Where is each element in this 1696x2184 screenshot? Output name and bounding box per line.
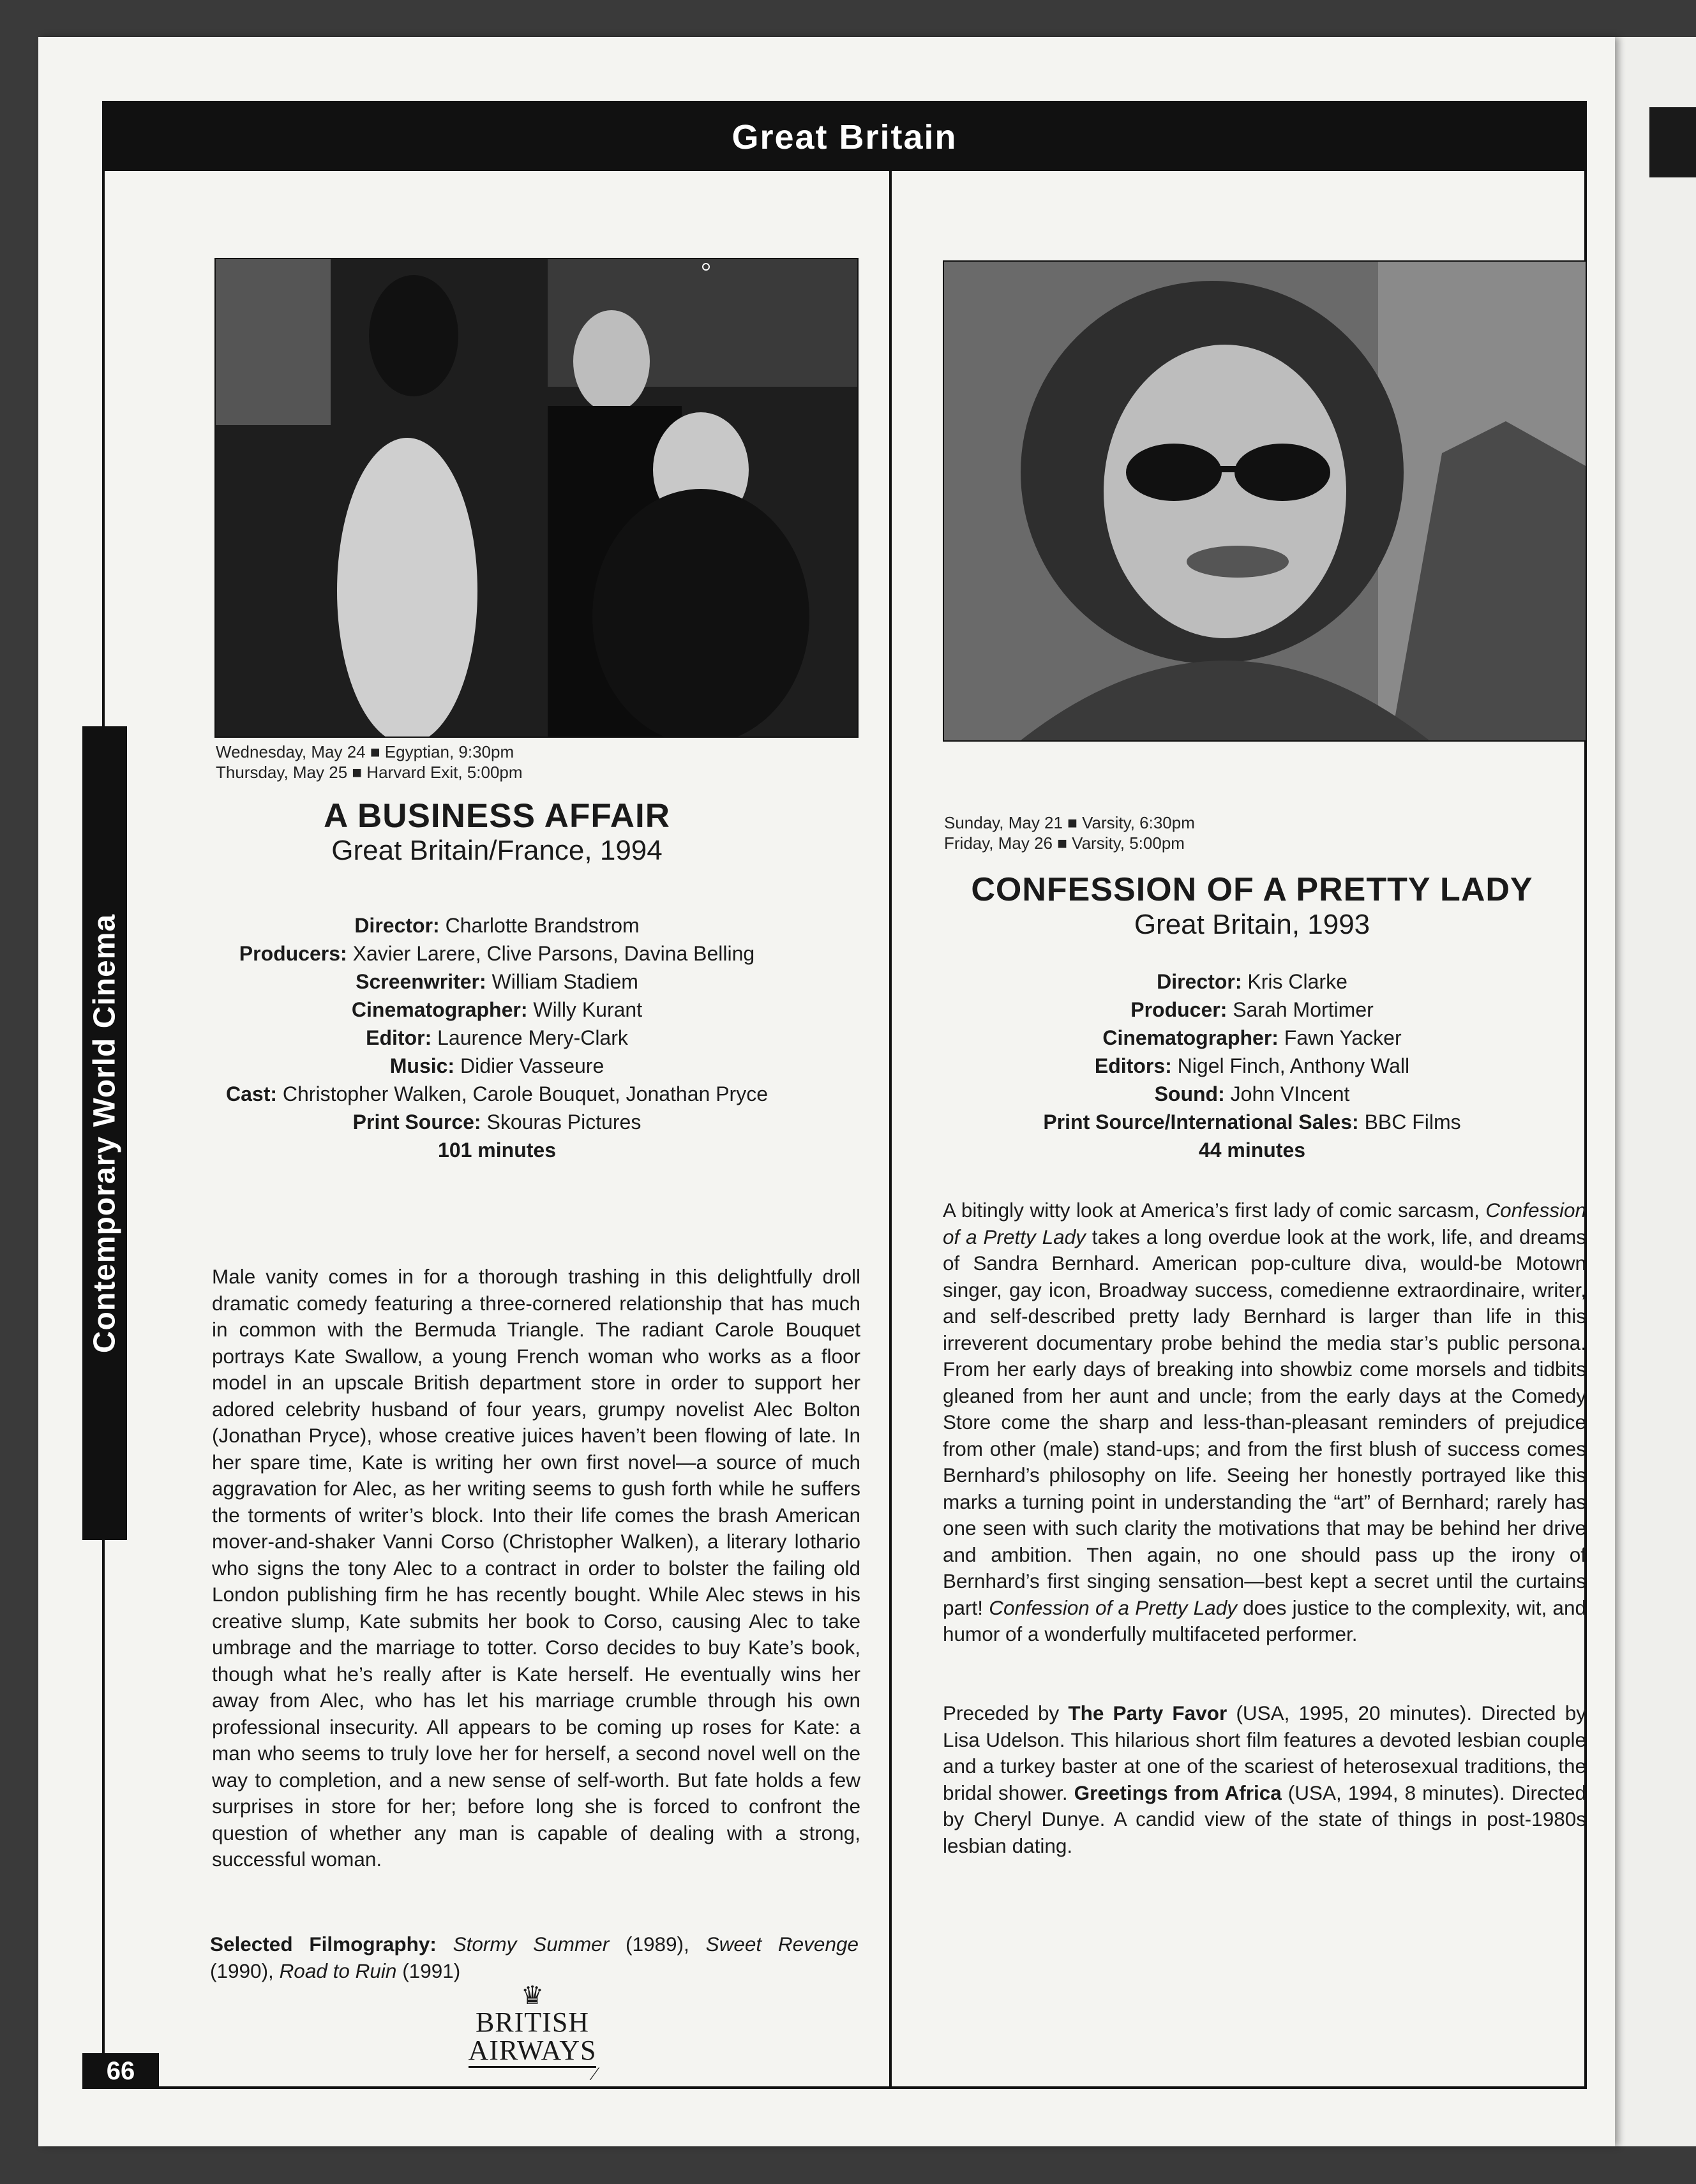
screening-times bbox=[944, 812, 1195, 853]
credit-value: Christopher Walken, Carole Bouquet, Jonathan Pryce bbox=[277, 1082, 768, 1105]
film-still-photo bbox=[214, 258, 859, 738]
credit-label: Screenwriter: bbox=[356, 970, 486, 993]
crest-icon: ♛ bbox=[521, 1981, 544, 2010]
right-film-column bbox=[892, 171, 1587, 2089]
film-title: CONFESSION OF A PRETTY LADY bbox=[971, 871, 1533, 908]
credit-line bbox=[904, 1024, 1600, 1052]
synopsis-paragraph bbox=[943, 1197, 1586, 1648]
credit-label: Music: bbox=[389, 1054, 455, 1077]
film-synopsis bbox=[212, 1264, 860, 1873]
credit-value: Kris Clarke bbox=[1242, 970, 1347, 993]
synopsis-paragraph: Male vanity comes in for a thorough trashing in this delightfully droll dramatic comedy featuring a three-cornered relationship that has much in common with the Bermuda Triangle. The radiant Carole Bouquet portrays Kate Swallow, a young French woman who works as a floor model in an upscale British department store in order to support her adored celebrity husband of four years, grumpy novelist Alec Bolton (Jonathan Pryce), whose creative juices haven’t been flowing of late. In her spare time, Kate is writing her own first novel—a source of much aggravation for Alec, as her writing seems to gush forth while he suffers the torments of writer’s block. Into their life comes the brash American mover-and-shaker Vanni Corso (Christopher Walken), a literary lothario who signs the tony Alec to a contract in order to bolster the failing old London publishing firm he has recently bought. While Alec stews in his creative slump, Kate submits her book to Corso, causing Alec to take umbrage and the marriage to totter. Corso decides to buy Kate’s book, though what he’s really after is Kate herself. He eventually wins her away from Alec, who has let his marriage crumble through his own professional insecurity. All appears to be coming up roses for Kate: a man who seems to truly love her for herself, a second novel well on the way to completion, and a new sense of self-worth. But fate holds a few surprises in store for her; before long she is forced to confront the question of whether any man is capable of dealing with a strong, successful woman. bbox=[212, 1265, 860, 1871]
credit-label: Cinematographer: bbox=[1102, 1026, 1279, 1049]
credit-value: BBC Films bbox=[1358, 1111, 1461, 1133]
runtime bbox=[904, 1136, 1600, 1164]
film-country-year: Great Britain/France, 1994 bbox=[331, 835, 663, 866]
credit-value: Didier Vasseure bbox=[454, 1054, 604, 1077]
filmography-paragraph bbox=[210, 1931, 859, 1984]
screening-times bbox=[216, 742, 523, 782]
side-tab-label: Contemporary World Cinema bbox=[87, 913, 122, 1353]
left-film-column bbox=[105, 171, 889, 2089]
synopsis-film-title: Confession of a Pretty Lady bbox=[989, 1596, 1237, 1619]
filmography-title: Stormy Summer bbox=[453, 1933, 610, 1956]
synopsis-text: A bitingly witty look at America’s first lady of comic sarcasm, bbox=[943, 1199, 1486, 1222]
film-credits bbox=[105, 911, 889, 1164]
credit-label: Producer: bbox=[1130, 998, 1227, 1021]
swoosh-icon: ⁄ bbox=[592, 2063, 596, 2084]
credit-line bbox=[105, 996, 889, 1024]
filmography bbox=[210, 1931, 859, 1984]
synopsis-film-title: Confession of a Pretty Lady bbox=[943, 1199, 1586, 1248]
credit-line bbox=[904, 968, 1600, 996]
british-airways-logo bbox=[456, 1981, 609, 2084]
section-header: Great Britain bbox=[105, 103, 1584, 171]
credit-label: Cinematographer: bbox=[351, 998, 528, 1021]
adjacent-page-edge bbox=[1609, 37, 1696, 2146]
credit-label: Sound: bbox=[1154, 1082, 1225, 1105]
filmography-year: (1989), bbox=[609, 1933, 706, 1956]
sponsor-line2: AIRWAYS bbox=[469, 2037, 597, 2068]
filmography-label: Selected Filmography: bbox=[210, 1933, 437, 1956]
film-country-year: Great Britain, 1993 bbox=[1134, 909, 1370, 940]
preceded-text: Preceded by bbox=[943, 1702, 1069, 1724]
film-still-image bbox=[944, 262, 1586, 740]
short-film-title: Greetings from Africa bbox=[1074, 1781, 1282, 1804]
credit-line bbox=[904, 996, 1600, 1024]
credit-value: Laurence Mery-Clark bbox=[432, 1026, 628, 1049]
credit-label: Producers: bbox=[239, 942, 347, 965]
credit-label: Director: bbox=[354, 914, 440, 937]
credit-line bbox=[105, 1108, 889, 1136]
synopsis-text: takes a long overdue look at the work, life, and dreams of Sandra Bernhard. American pop-culture diva, would-be Motown singer, gay icon, Broadway success, comedienne extraordinaire, writer, and self-described pretty lady Bernhard is larger than life in this irreverent documentary probe behind the media star’s public persona. From her early days of breaking into showbiz come morsels and tidbits gleaned from her aunt and uncle; from the early days at the Comedy Store come the sharp and less-than-pleasant reminders of prejudice from other (male) stand-ups; and from the first blush of success comes Bernhard’s philosophy on life. Seeing her honestly portrayed like this marks a turning point in understanding the “art” of Bernhard; rarely has one seen with such clarity the motivations that may be behind her drive and ambition. Then again, no one should pass up the irony of Bernhard’s first singing sensation—best kept a secret until the curtains part! bbox=[943, 1225, 1587, 1619]
credit-value: John VIncent bbox=[1224, 1082, 1350, 1105]
credit-label: Cast: bbox=[225, 1082, 277, 1105]
film-synopsis bbox=[943, 1197, 1586, 1648]
credit-line bbox=[105, 1024, 889, 1052]
runtime-label: 101 minutes bbox=[438, 1139, 556, 1162]
credit-value: Nigel Finch, Anthony Wall bbox=[1171, 1054, 1410, 1077]
sponsor-line1: BRITISH bbox=[475, 2007, 590, 2038]
credit-label: Director: bbox=[1157, 970, 1242, 993]
preceded-text: (USA, 1995, 20 minutes). Directed by Lisa Udelson. This hilarious short film features a devoted lesbian couple and a turkey baster at one of the scariest of heterosexual traditions, the bridal shower. bbox=[943, 1702, 1586, 1804]
page-number: 66 bbox=[82, 2053, 159, 2089]
preceded-paragraph bbox=[943, 1700, 1586, 1859]
film-title: A BUSINESS AFFAIR bbox=[323, 797, 671, 835]
film-credits bbox=[904, 968, 1600, 1164]
credit-line bbox=[105, 911, 889, 939]
screening-line: Wednesday, May 24 ■ Egyptian, 9:30pm bbox=[216, 742, 514, 761]
credit-value: Sarah Mortimer bbox=[1227, 998, 1374, 1021]
credit-line bbox=[904, 1052, 1600, 1080]
credit-value: Xavier Larere, Clive Parsons, Davina Belling bbox=[347, 942, 755, 965]
filmography-title: Road to Ruin bbox=[279, 1959, 397, 1982]
credit-label: Editors: bbox=[1094, 1054, 1172, 1077]
credit-line bbox=[904, 1108, 1600, 1136]
credit-line bbox=[105, 1052, 889, 1080]
adjacent-header-bar bbox=[1649, 107, 1696, 177]
credit-value: Charlotte Brandstrom bbox=[439, 914, 640, 937]
short-film-title: The Party Favor bbox=[1068, 1702, 1227, 1724]
synopsis-text: does justice to the complexity, wit, and humor of a wonderfully multifaceted performer. bbox=[943, 1596, 1586, 1645]
screening-line: Friday, May 26 ■ Varsity, 5:00pm bbox=[944, 834, 1185, 853]
credit-label: Editor: bbox=[366, 1026, 432, 1049]
filmography-year: (1990), bbox=[210, 1959, 280, 1982]
page-frame bbox=[87, 101, 1587, 2089]
credit-line bbox=[105, 939, 889, 968]
credit-value: Willy Kurant bbox=[527, 998, 643, 1021]
short-films-note bbox=[943, 1700, 1586, 1859]
filmography-title: Sweet Revenge bbox=[705, 1933, 859, 1956]
credit-line bbox=[105, 968, 889, 996]
credit-value: William Stadiem bbox=[486, 970, 638, 993]
program-page bbox=[38, 37, 1615, 2146]
film-still-image bbox=[216, 259, 857, 737]
credit-value: Skouras Pictures bbox=[481, 1111, 642, 1133]
screening-line: Sunday, May 21 ■ Varsity, 6:30pm bbox=[944, 813, 1195, 832]
filmography-year: (1991) bbox=[396, 1959, 461, 1982]
film-still-photo bbox=[943, 260, 1587, 742]
credit-label: Print Source: bbox=[352, 1111, 481, 1133]
screening-line: Thursday, May 25 ■ Harvard Exit, 5:00pm bbox=[216, 763, 523, 782]
credit-value: Fawn Yacker bbox=[1278, 1026, 1402, 1049]
runtime-label: 44 minutes bbox=[1198, 1139, 1306, 1162]
credit-line bbox=[904, 1080, 1600, 1108]
credit-label: Print Source/International Sales: bbox=[1043, 1111, 1359, 1133]
credit-line bbox=[105, 1080, 889, 1108]
preceded-text: (USA, 1994, 8 minutes). Directed by Cheryl Dunye. A candid view of the state of things in post-1980s lesbian dating. bbox=[943, 1781, 1586, 1857]
runtime bbox=[105, 1136, 889, 1164]
